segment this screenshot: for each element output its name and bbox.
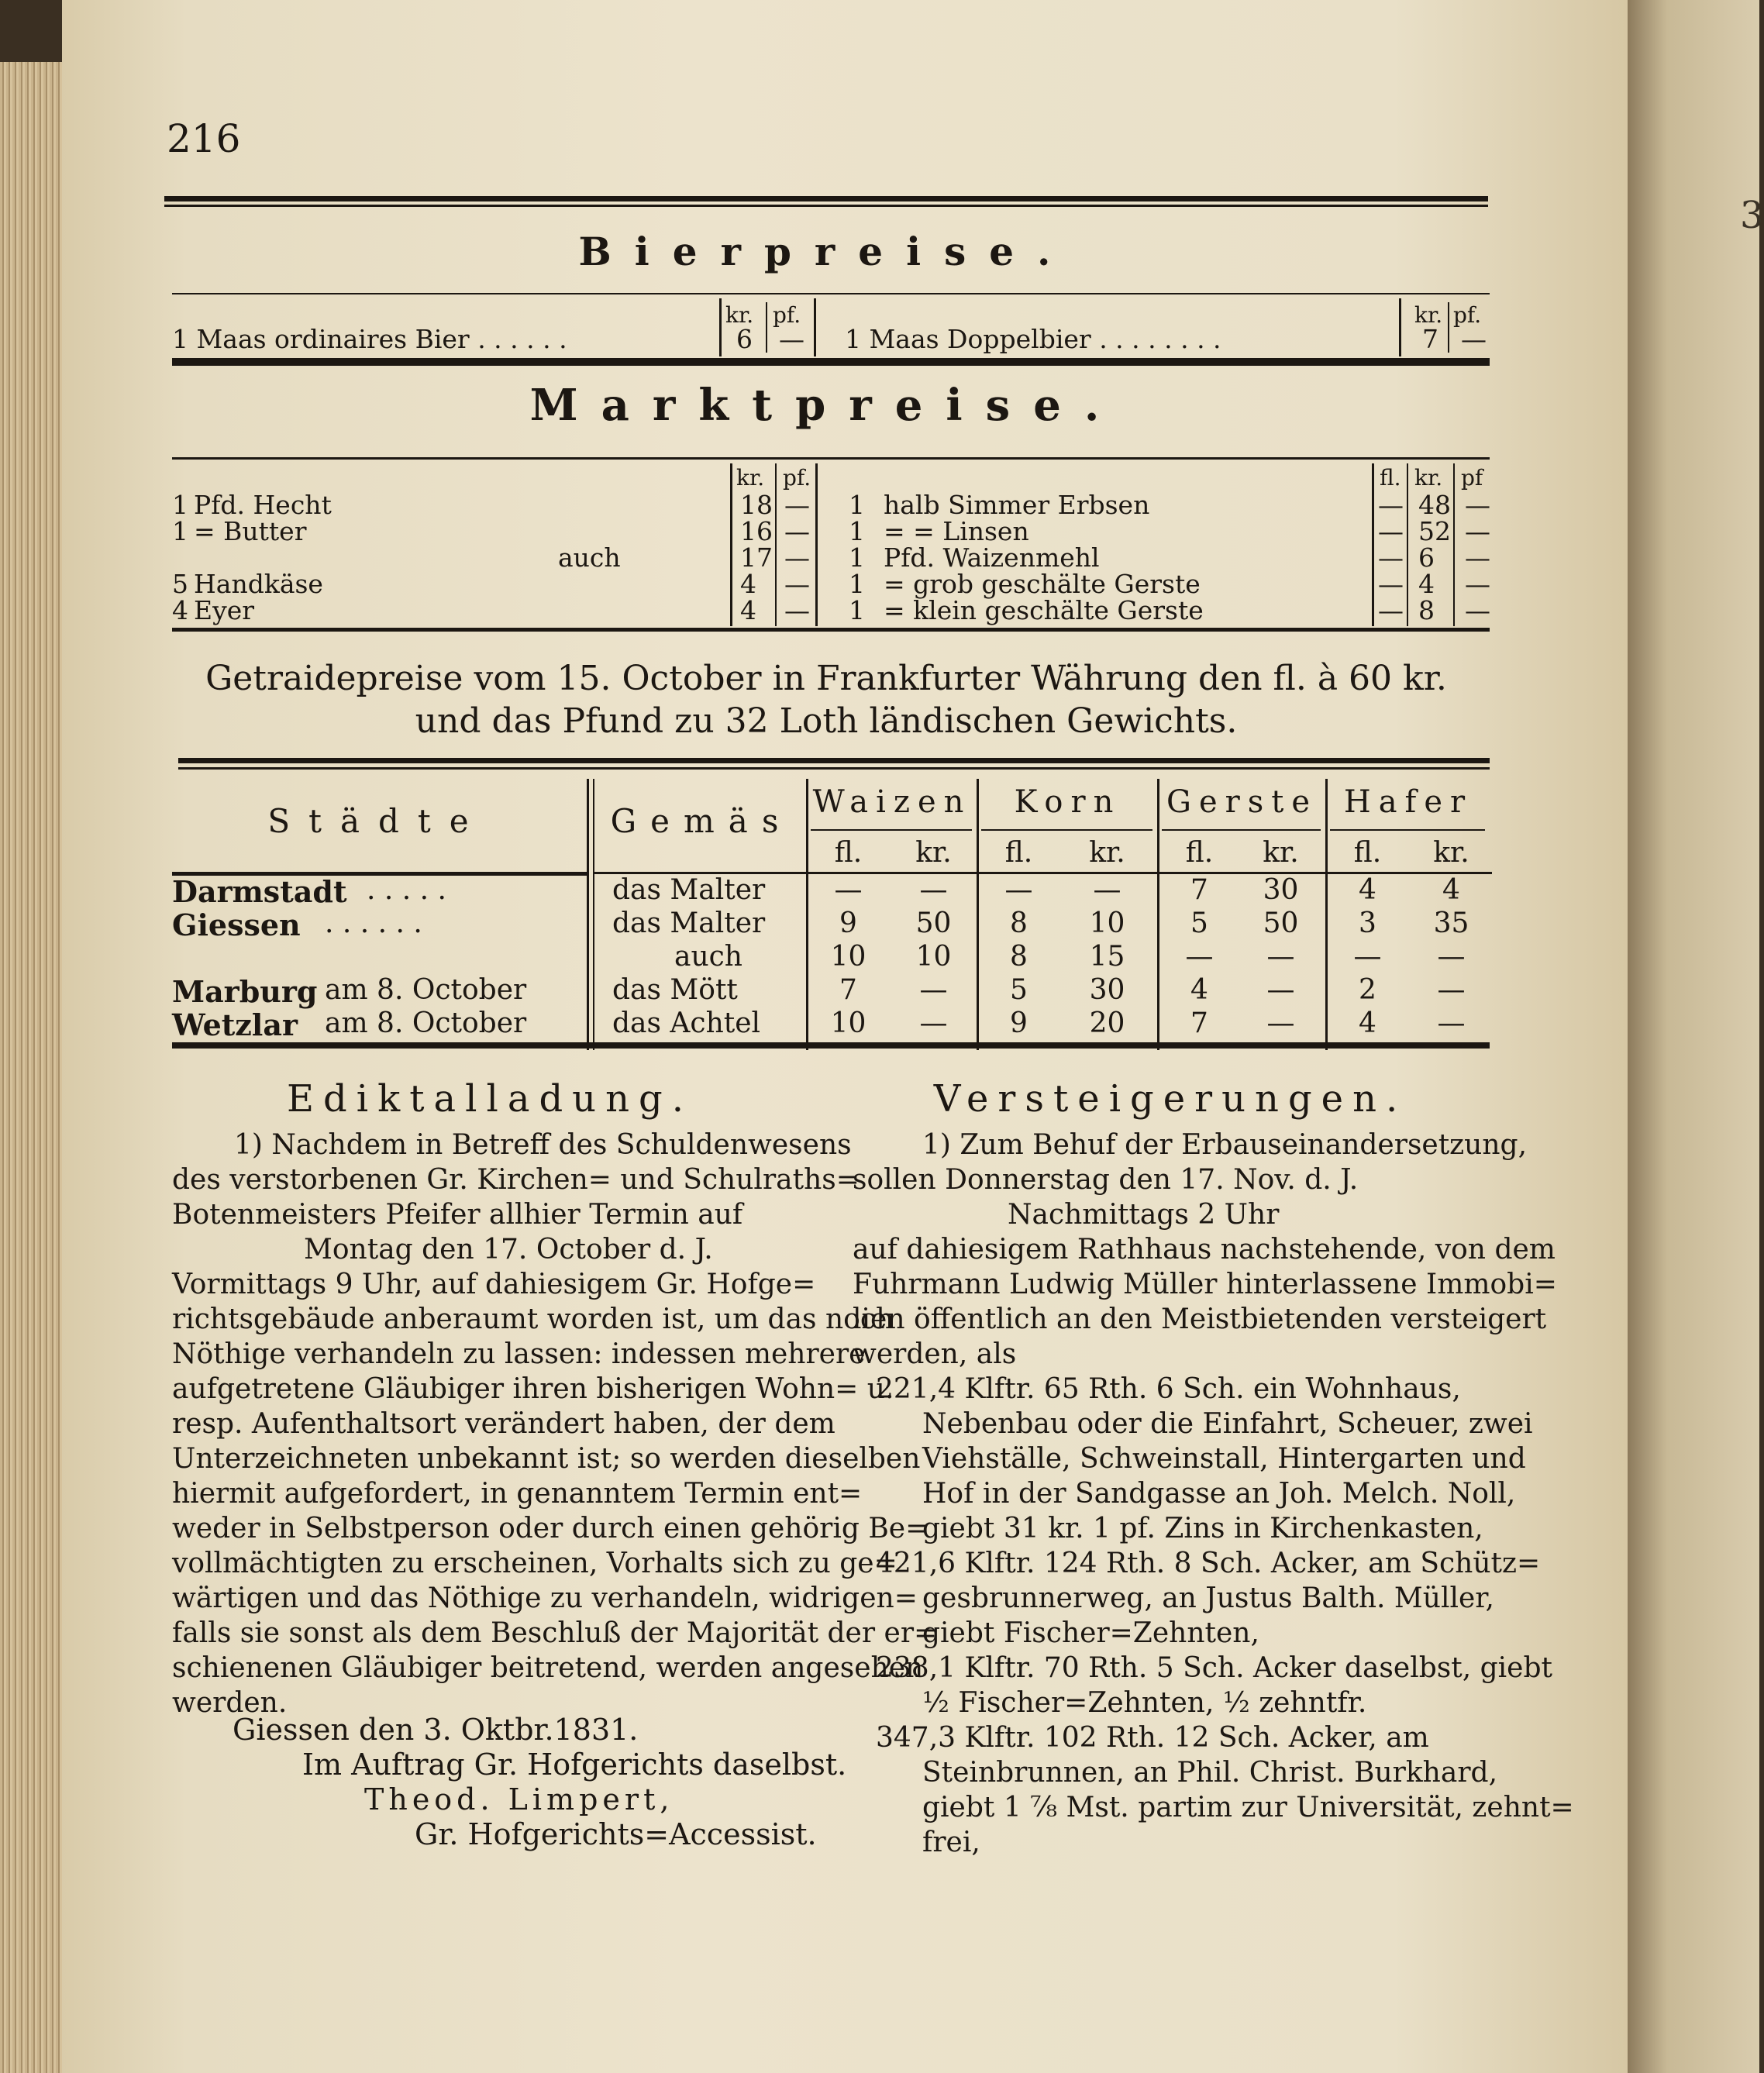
markt-right-kr: 48: [1418, 490, 1451, 520]
price-cell: —: [919, 1007, 948, 1039]
price-cell: —: [1266, 941, 1295, 973]
grain-header-0: Waizen: [812, 784, 972, 820]
markt-left-qty: 1: [172, 516, 188, 546]
price-cell: 8: [1010, 941, 1028, 973]
text-line: Vormittags 9 Uhr, auf dahiesigem Gr. Hofge=: [172, 1269, 816, 1300]
bier-kr-header: kr.: [725, 302, 754, 328]
price-cell: —: [1185, 941, 1214, 973]
sub-header-fl: fl.: [834, 837, 863, 869]
bier-rule: [172, 293, 1490, 294]
markt-right-label: Pfd. Waizenmehl: [884, 542, 1100, 573]
text-line: giebt Fischer=Zehnten,: [922, 1617, 1259, 1649]
grain-header-rule: [1162, 829, 1321, 831]
sub-header-fl: fl.: [1185, 837, 1214, 869]
text-line: 221,4 Klftr. 65 Rth. 6 Sch. ein Wohnhaus,: [876, 1373, 1461, 1405]
text-line: 347,3 Klftr. 102 Rth. 12 Sch. Acker, am: [876, 1722, 1429, 1754]
edikt-signature-name: Theod. Limpert,: [364, 1782, 674, 1816]
markt-right-pf: —: [1465, 490, 1490, 520]
price-cell: 7: [1190, 874, 1208, 906]
price-cell: 9: [839, 907, 857, 939]
markt-right-fl: —: [1378, 516, 1404, 546]
price-cell: 30: [1089, 974, 1125, 1006]
price-cell: 10: [1089, 907, 1125, 939]
text-line: 1) Zum Behuf der Erbauseinandersetzung,: [922, 1129, 1528, 1161]
versteigerungen-title: Versteigerungen.: [933, 1077, 1407, 1121]
city-suffix: . . . . .: [367, 874, 446, 906]
price-cell: 50: [915, 907, 952, 939]
col-header-staedte: Städte: [267, 802, 488, 840]
page-number: 216: [167, 116, 241, 161]
top-rule-thin: [164, 205, 1488, 207]
text-line: Montag den 17. October d. J.: [304, 1234, 713, 1265]
markt-bottom-rule: [172, 628, 1490, 632]
text-line: 238,1 Klftr. 70 Rth. 5 Sch. Acker daselbst, giebt: [876, 1652, 1552, 1684]
markt-right-label: = klein geschälte Gerste: [884, 595, 1204, 625]
markt-left-kr: 17: [740, 542, 773, 573]
city-suffix: am 8. October: [325, 974, 527, 1006]
price-cell: 8: [1010, 907, 1028, 939]
measure: das Achtel: [612, 1007, 761, 1039]
markt-left-kr: 18: [740, 490, 773, 520]
price-cell: 30: [1263, 874, 1299, 906]
markt-left-pf-header: pf.: [783, 465, 811, 491]
bier2-kr-header: kr.: [1414, 302, 1443, 328]
bier-item-1-pf: —: [779, 324, 804, 354]
text-line: werden.: [172, 1687, 288, 1719]
price-cell: 2: [1359, 974, 1376, 1006]
price-cell: —: [1437, 974, 1466, 1006]
markt-left-kr: 16: [740, 516, 773, 546]
bier-item-2-kr: 7: [1422, 324, 1438, 354]
bierpreise-title: Bierpreise.: [578, 229, 1074, 274]
bier-item-1-label: 1 Maas ordinaires Bier . . . . . .: [172, 324, 567, 354]
price-cell: 9: [1010, 1007, 1028, 1039]
sub-header-kr: kr.: [1089, 837, 1125, 869]
text-line: aufgetretene Gläubiger ihren bisherigen Wohn= u.: [172, 1373, 894, 1405]
sub-header-kr: kr.: [915, 837, 952, 869]
text-line: Nöthige verhandeln zu lassen: indessen mehrere: [172, 1338, 866, 1370]
markt-left-label: Pfd. Hecht: [194, 490, 332, 520]
price-cell: 7: [1190, 1007, 1208, 1039]
markt-left-pf: —: [784, 542, 810, 573]
markt-right-qty: 1: [849, 516, 865, 546]
bier-bottom-rule: [172, 358, 1490, 366]
text-line: Nebenbau oder die Einfahrt, Scheuer, zwei: [922, 1408, 1533, 1440]
price-cell: —: [1266, 974, 1295, 1006]
text-line: des verstorbenen Gr. Kirchen= und Schulraths=: [172, 1164, 860, 1196]
ediktalladung-title: Ediktalladung.: [287, 1077, 693, 1121]
text-line: schienenen Gläubiger beitretend, werden angesehen: [172, 1652, 924, 1684]
price-cell: 20: [1089, 1007, 1125, 1039]
text-line: lien öffentlich an den Meistbietenden versteigert: [853, 1303, 1547, 1335]
price-cell: —: [834, 874, 863, 906]
price-cell: 15: [1089, 941, 1125, 973]
text-line: Botenmeisters Pfeifer allhier Termin auf: [172, 1199, 743, 1231]
sub-header-fl: fl.: [1004, 837, 1033, 869]
bier-item-2-pf: —: [1461, 324, 1487, 354]
city-name: Wetzlar: [172, 1007, 298, 1042]
markt-right-fl: —: [1378, 542, 1404, 573]
versteigerungen-text: [853, 1128, 1574, 1860]
price-cell: 4: [1359, 1007, 1376, 1039]
price-cell: 10: [830, 941, 866, 973]
text-line: richtsgebäude anberaumt worden ist, um das noch: [172, 1303, 894, 1335]
sub-header-kr: kr.: [1433, 837, 1469, 869]
grain-header-rule: [1330, 829, 1485, 831]
markt-top-rule: [172, 457, 1490, 460]
grain-header-1: Korn: [1014, 784, 1121, 820]
markt-right-qty: 1: [849, 490, 865, 520]
text-line: ½ Fischer=Zehnten, ½ zehntfr.: [922, 1687, 1367, 1719]
text-line: Nachmittags 2 Uhr: [1008, 1199, 1280, 1231]
sub-header-fl: fl.: [1353, 837, 1382, 869]
markt-right-kr: 8: [1418, 595, 1435, 625]
price-cell: —: [1093, 874, 1121, 906]
markt-left-label: Handkäse: [194, 569, 323, 599]
price-cell: 4: [1359, 874, 1376, 906]
price-cell: 5: [1010, 974, 1028, 1006]
top-rule: [164, 196, 1488, 201]
table-top-rule: [178, 758, 1490, 763]
bier-pf-header: pf.: [773, 302, 801, 328]
edikt-signature-line-1: Im Auftrag Gr. Hofgerichts daselbst.: [302, 1748, 847, 1782]
markt-left-pf: —: [784, 569, 810, 599]
price-cell: 3: [1359, 907, 1376, 939]
text-line: Steinbrunnen, an Phil. Christ. Burkhard,: [922, 1757, 1498, 1789]
measure: das Malter: [612, 907, 766, 939]
text-line: weder in Selbstperson oder durch einen gehörig Be=: [172, 1513, 929, 1544]
text-line: sollen Donnerstag den 17. Nov. d. J.: [853, 1164, 1359, 1196]
markt-right-fl: —: [1378, 595, 1404, 625]
markt-right-qty: 1: [849, 569, 865, 599]
text-line: Hof in der Sandgasse an Joh. Melch. Noll,: [922, 1478, 1516, 1510]
markt-right-label: = = Linsen: [884, 516, 1029, 546]
measure: auch: [674, 941, 742, 973]
grain-header-3: Hafer: [1343, 784, 1473, 820]
grain-header-2: Gerste: [1166, 784, 1318, 820]
markt-right-fl: —: [1378, 569, 1404, 599]
price-cell: 5: [1190, 907, 1208, 939]
text-line: frei,: [922, 1827, 980, 1858]
text-line: 421,6 Klftr. 124 Rth. 8 Sch. Acker, am Schütz=: [876, 1548, 1541, 1579]
text-line: Fuhrmann Ludwig Müller hinterlassene Immobi=: [853, 1269, 1557, 1300]
markt-right-label: halb Simmer Erbsen: [884, 490, 1150, 520]
price-cell: 10: [830, 1007, 866, 1039]
facing-page-glyph: 3: [1740, 194, 1764, 237]
markt-left-label: Eyer: [194, 595, 255, 625]
markt-right-fl: —: [1378, 490, 1404, 520]
city-name: Darmstadt: [172, 874, 347, 909]
markt-left-pf: —: [784, 595, 810, 625]
price-cell: 50: [1263, 907, 1299, 939]
price-cell: —: [1437, 1007, 1466, 1039]
markt-right-kr: 52: [1418, 516, 1451, 546]
text-line: giebt 1 ⅞ Mst. partim zur Universität, zehnt=: [922, 1792, 1574, 1823]
text-line: 1) Nachdem in Betreff des Schuldenwesens: [234, 1129, 852, 1161]
grain-header-rule: [981, 829, 1152, 831]
edikt-signature-title: Gr. Hofgerichts=Accessist.: [415, 1817, 817, 1851]
text-line: giebt 31 kr. 1 pf. Zins in Kirchenkasten,: [922, 1513, 1483, 1544]
bier-item-1-kr: 6: [736, 324, 753, 354]
price-cell: 35: [1433, 907, 1469, 939]
markt-right-pf: —: [1465, 516, 1490, 546]
markt-right-kr: 4: [1418, 569, 1435, 599]
grain-header-rule: [811, 829, 972, 831]
price-cell: 4: [1190, 974, 1208, 1006]
markt-left-pf: —: [784, 516, 810, 546]
markt-right-kr-header: kr.: [1414, 465, 1443, 491]
facing-page: [1628, 0, 1764, 2073]
markt-left-qty: 5: [172, 569, 188, 599]
text-line: Unterzeichneten unbekannt ist; so werden dieselben: [172, 1443, 921, 1475]
markt-right-label: = grob geschälte Gerste: [884, 569, 1201, 599]
marktpreise-title: Marktpreise.: [529, 380, 1123, 431]
text-line: Viehställe, Schweinstall, Hintergarten und: [922, 1443, 1526, 1475]
markt-right-qty: 1: [849, 542, 865, 573]
price-cell: —: [1266, 1007, 1295, 1039]
markt-left-qty: 4: [172, 595, 188, 625]
markt-right-fl-header: fl.: [1380, 465, 1401, 491]
markt-left-kr-header: kr.: [736, 465, 765, 491]
city-suffix: . . . . . .: [325, 907, 422, 939]
markt-left-label: = Butter: [194, 516, 307, 546]
sub-header-kr: kr.: [1263, 837, 1299, 869]
text-line: hiermit aufgefordert, in genanntem Termin ent=: [172, 1478, 863, 1510]
measure: das Mött: [612, 974, 738, 1006]
markt-left-kr: 4: [740, 569, 756, 599]
price-cell: —: [1353, 941, 1382, 973]
col-header-gemaess: Gemäs: [610, 802, 793, 840]
getraide-intro-line-2: und das Pfund zu 32 Loth ländischen Gewichts.: [415, 701, 1238, 741]
getraide-intro-line-1: Getraidepreise vom 15. October in Frankfurter Währung den fl. à 60 kr.: [205, 659, 1447, 698]
city-name: Giessen: [172, 907, 301, 942]
markt-right-pf: —: [1465, 595, 1490, 625]
markt-right-pf: —: [1465, 542, 1490, 573]
measure: das Malter: [612, 874, 766, 906]
text-line: resp. Aufenthaltsort verändert haben, der dem: [172, 1408, 835, 1440]
price-cell: 4: [1442, 874, 1460, 906]
text-line: auf dahiesigem Rathhaus nachstehende, von dem: [853, 1234, 1556, 1265]
markt-left-qty: 1: [172, 490, 188, 520]
markt-left-pf: —: [784, 490, 810, 520]
price-cell: —: [1437, 941, 1466, 973]
markt-right-pf: —: [1465, 569, 1490, 599]
price-cell: —: [919, 974, 948, 1006]
text-line: vollmächtigten zu erscheinen, Vorhalts sich zu ge=: [172, 1548, 898, 1579]
city-suffix: am 8. October: [325, 1007, 527, 1039]
text-line: werden, als: [853, 1338, 1017, 1370]
text-line: gesbrunnerweg, an Justus Balth. Müller,: [922, 1582, 1494, 1614]
bier2-pf-header: pf.: [1453, 302, 1482, 328]
markt-right-kr: 6: [1418, 542, 1435, 573]
markt-left-kr: 4: [740, 595, 756, 625]
bier-item-2-label: 1 Maas Doppelbier . . . . . . . .: [845, 324, 1221, 354]
markt-right-qty: 1: [849, 595, 865, 625]
markt-right-pf-header: pf: [1461, 465, 1483, 491]
price-cell: —: [919, 874, 948, 906]
table-bottom-rule: [172, 1042, 1490, 1049]
city-name: Marburg: [172, 974, 318, 1009]
markt-left-label: auch: [558, 542, 621, 573]
text-line: falls sie sonst als dem Beschluß der Majorität der er=: [172, 1617, 938, 1649]
text-line: wärtigen und das Nöthige zu verhandeln, widrigen=: [172, 1582, 918, 1614]
price-cell: 7: [839, 974, 857, 1006]
price-cell: —: [1004, 874, 1033, 906]
table-top-rule-thin: [178, 767, 1490, 770]
price-cell: 10: [915, 941, 952, 973]
edikt-date: Giessen den 3. Oktbr.1831.: [233, 1713, 639, 1747]
